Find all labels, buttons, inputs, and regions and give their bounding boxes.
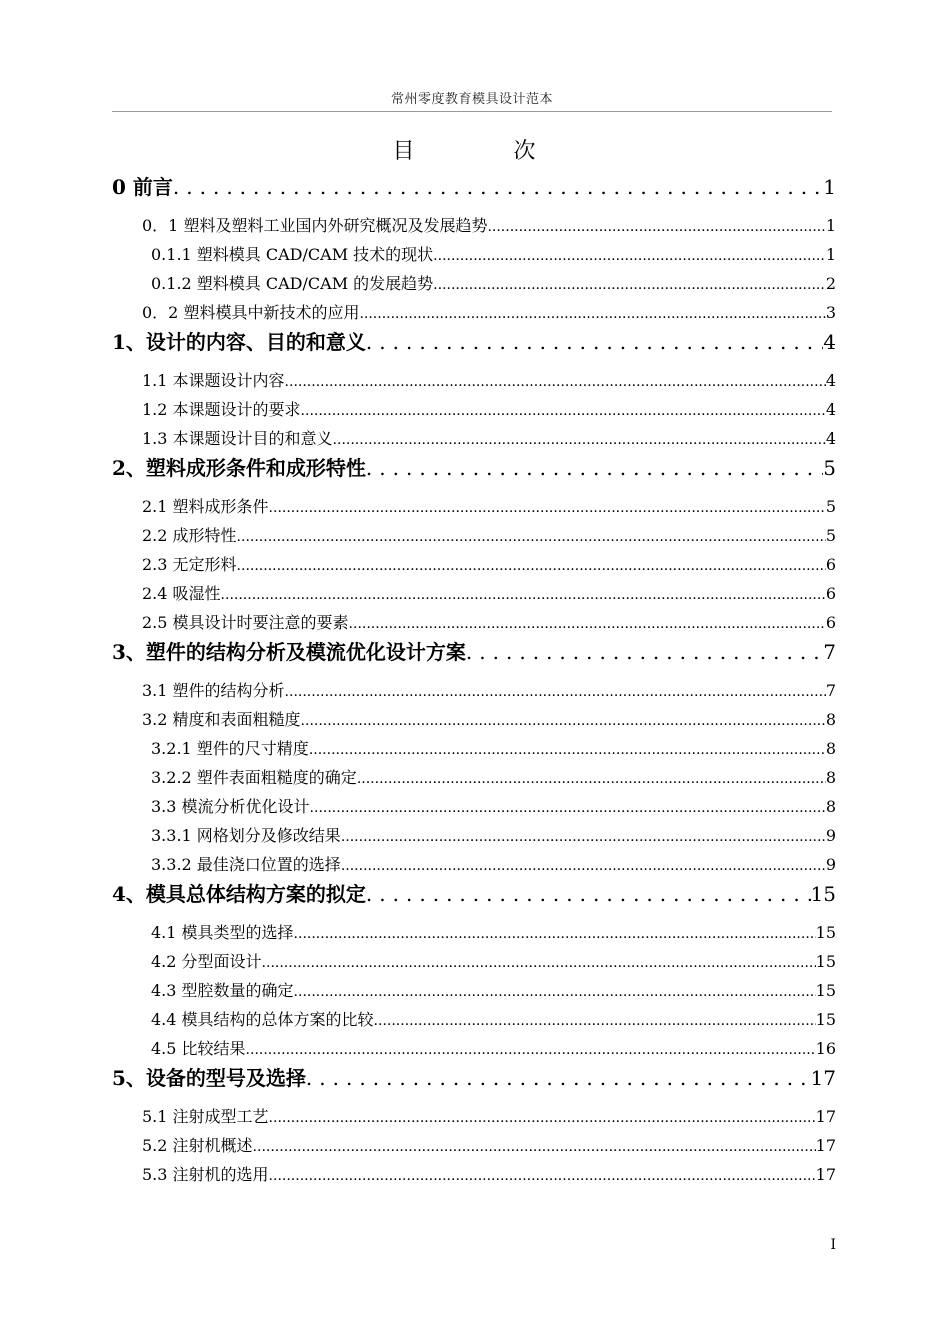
toc-entry-page: 8 bbox=[825, 739, 836, 758]
toc-leader-dots bbox=[285, 368, 826, 397]
toc-entry-label: 2.5 模具设计时要注意的要素 bbox=[142, 613, 349, 632]
toc-section-entry[interactable] bbox=[112, 976, 836, 1005]
toc-entry-label: 5、设备的型号及选择 bbox=[112, 1066, 306, 1090]
toc-entry-label: 1.2 本课题设计的要求 bbox=[142, 400, 301, 419]
toc-entry-page: 9 bbox=[825, 826, 836, 845]
toc-entry-label: 4.4 模具结构的总体方案的比较 bbox=[151, 1010, 374, 1029]
toc-entry-page: 15 bbox=[815, 1010, 836, 1029]
toc-entry-label: 5.2 注射机概述 bbox=[142, 1136, 253, 1155]
toc-entry-page: 4 bbox=[825, 429, 836, 448]
toc-entry-page: 15 bbox=[815, 923, 836, 942]
toc-entry-page: 17 bbox=[815, 1107, 836, 1126]
toc-section-entry[interactable] bbox=[112, 734, 836, 763]
toc-entry-label: 3.2.2 塑件表面粗糙度的确定 bbox=[151, 768, 357, 787]
toc-leader-dots bbox=[253, 1133, 816, 1162]
toc-entry-page: 15 bbox=[815, 952, 836, 971]
toc-entry-page: 8 bbox=[825, 710, 836, 729]
toc-entry-label: 3、塑件的结构分析及模流优化设计方案 bbox=[112, 640, 466, 664]
toc-entry-page: 2 bbox=[825, 274, 836, 293]
toc-leader-dots bbox=[237, 552, 826, 581]
toc-entry-label: 1.1 本课题设计内容 bbox=[142, 371, 285, 390]
toc-entry-label: 1、设计的内容、目的和意义 bbox=[112, 330, 366, 354]
toc-chapter-entry[interactable] bbox=[112, 879, 836, 918]
toc-entry-page: 15 bbox=[815, 981, 836, 1000]
toc-leader-dots bbox=[237, 523, 826, 552]
toc-leader-dots bbox=[433, 271, 826, 300]
toc-entry-page: 17 bbox=[815, 1165, 836, 1184]
toc-section-entry[interactable] bbox=[112, 550, 836, 579]
toc-entry-page: 7 bbox=[825, 681, 836, 700]
toc-section-entry[interactable] bbox=[112, 792, 836, 821]
toc-entry-label: 3.2 精度和表面粗糙度 bbox=[142, 710, 301, 729]
toc-section-entry[interactable] bbox=[112, 579, 836, 608]
toc-section-entry[interactable] bbox=[112, 211, 836, 240]
toc-section-entry[interactable] bbox=[112, 395, 836, 424]
toc-entry-page: 1 bbox=[823, 175, 836, 199]
toc-section-entry[interactable] bbox=[112, 763, 836, 792]
toc-entry-label: 4.5 比较结果 bbox=[151, 1039, 246, 1058]
toc-title: 目 次 bbox=[392, 139, 582, 164]
toc-section-entry[interactable] bbox=[112, 1131, 836, 1160]
toc-leader-dots bbox=[366, 879, 811, 909]
toc-entry-label: 4.3 型腔数量的确定 bbox=[151, 981, 294, 1000]
toc-section-entry[interactable] bbox=[112, 269, 836, 298]
toc-entry-page: 4 bbox=[825, 400, 836, 419]
toc-leader-dots bbox=[269, 1162, 816, 1191]
toc-leader-dots bbox=[349, 610, 826, 639]
toc-chapter-entry[interactable] bbox=[112, 637, 836, 676]
toc-section-entry[interactable] bbox=[112, 1034, 836, 1063]
toc-entry-label: 3.3.2 最佳浇口位置的选择 bbox=[151, 855, 341, 874]
toc-entry-page: 9 bbox=[825, 855, 836, 874]
toc-leader-dots bbox=[301, 397, 826, 426]
toc-entry-label: 3.2.1 塑件的尺寸精度 bbox=[151, 739, 309, 758]
toc-entry-page: 8 bbox=[825, 768, 836, 787]
toc-entry-page: 5 bbox=[823, 456, 836, 480]
toc-entry-label: 2、塑料成形条件和成形特性 bbox=[112, 456, 366, 480]
toc-entry-page: 17 bbox=[815, 1136, 836, 1155]
toc-leader-dots bbox=[294, 920, 816, 949]
table-of-contents bbox=[112, 172, 836, 1189]
toc-chapter-entry[interactable] bbox=[112, 1063, 836, 1102]
toc-leader-dots bbox=[309, 736, 826, 765]
header-rule bbox=[112, 111, 832, 112]
toc-entry-page: 8 bbox=[825, 797, 836, 816]
toc-leader-dots bbox=[306, 1063, 811, 1093]
toc-leader-dots bbox=[366, 327, 823, 357]
toc-entry-page: 1 bbox=[825, 216, 836, 235]
toc-entry-label: 1.3 本课题设计目的和意义 bbox=[142, 429, 333, 448]
toc-entry-label: 0．1 塑料及塑料工业国内外研究概况及发展趋势 bbox=[142, 216, 488, 235]
toc-section-entry[interactable] bbox=[112, 947, 836, 976]
toc-chapter-entry[interactable] bbox=[112, 327, 836, 366]
toc-leader-dots bbox=[301, 707, 826, 736]
toc-entry-page: 15 bbox=[810, 882, 836, 906]
toc-section-entry[interactable] bbox=[112, 521, 836, 550]
toc-entry-label: 2.1 塑料成形条件 bbox=[142, 497, 269, 516]
toc-entry-label: 2.4 吸湿性 bbox=[142, 584, 221, 603]
toc-leader-dots bbox=[357, 765, 826, 794]
toc-section-entry[interactable] bbox=[112, 1160, 836, 1189]
toc-section-entry[interactable] bbox=[112, 424, 836, 453]
toc-section-entry[interactable] bbox=[112, 705, 836, 734]
toc-entry-label: 4、模具总体结构方案的拟定 bbox=[112, 882, 366, 906]
page-number: I bbox=[830, 1237, 836, 1253]
toc-section-entry[interactable] bbox=[112, 821, 836, 850]
toc-chapter-entry[interactable] bbox=[112, 172, 836, 211]
toc-section-entry[interactable] bbox=[112, 240, 836, 269]
toc-entry-page: 6 bbox=[825, 555, 836, 574]
toc-section-entry[interactable] bbox=[112, 492, 836, 521]
toc-leader-dots bbox=[466, 637, 823, 667]
toc-entry-label: 4.2 分型面设计 bbox=[151, 952, 262, 971]
toc-leader-dots bbox=[294, 978, 816, 1007]
toc-entry-page: 3 bbox=[825, 303, 836, 322]
page-header: 常州零度教育模具设计范本 bbox=[390, 92, 553, 107]
toc-entry-label: 4.1 模具类型的选择 bbox=[151, 923, 294, 942]
toc-leader-dots bbox=[433, 242, 826, 271]
toc-leader-dots bbox=[374, 1007, 816, 1036]
toc-entry-label: 5.3 注射机的选用 bbox=[142, 1165, 269, 1184]
toc-leader-dots bbox=[310, 794, 826, 823]
toc-section-entry[interactable] bbox=[112, 676, 836, 705]
toc-entry-page: 16 bbox=[815, 1039, 836, 1058]
toc-entry-label: 5.1 注射成型工艺 bbox=[142, 1107, 269, 1126]
toc-entry-label: 0 前言 bbox=[112, 175, 173, 199]
toc-leader-dots bbox=[487, 213, 825, 242]
toc-leader-dots bbox=[173, 172, 823, 202]
toc-entry-page: 4 bbox=[825, 371, 836, 390]
toc-leader-dots bbox=[269, 1104, 816, 1133]
toc-entry-label: 2.2 成形特性 bbox=[142, 526, 237, 545]
toc-leader-dots bbox=[359, 300, 825, 329]
toc-section-entry[interactable] bbox=[112, 1102, 836, 1131]
toc-entry-page: 4 bbox=[823, 330, 836, 354]
toc-leader-dots bbox=[341, 852, 826, 881]
toc-entry-page: 6 bbox=[825, 613, 836, 632]
toc-leader-dots bbox=[333, 426, 826, 455]
toc-entry-label: 3.3.1 网格划分及修改结果 bbox=[151, 826, 341, 845]
toc-entry-page: 5 bbox=[825, 497, 836, 516]
toc-entry-label: 3.3 模流分析优化设计 bbox=[151, 797, 310, 816]
toc-entry-page: 5 bbox=[825, 526, 836, 545]
toc-chapter-entry[interactable] bbox=[112, 453, 836, 492]
toc-section-entry[interactable] bbox=[112, 1005, 836, 1034]
toc-entry-label: 0.1.2 塑料模具 CAD/CAM 的发展趋势 bbox=[151, 274, 434, 293]
toc-entry-page: 6 bbox=[825, 584, 836, 603]
toc-leader-dots bbox=[269, 494, 826, 523]
toc-entry-page: 17 bbox=[810, 1066, 836, 1090]
toc-section-entry[interactable] bbox=[112, 918, 836, 947]
toc-section-entry[interactable] bbox=[112, 850, 836, 879]
toc-entry-label: 0．2 塑料模具中新技术的应用 bbox=[142, 303, 360, 322]
toc-leader-dots bbox=[366, 453, 823, 483]
toc-entry-label: 3.1 塑件的结构分析 bbox=[142, 681, 285, 700]
toc-leader-dots bbox=[221, 581, 826, 610]
toc-entry-page: 1 bbox=[825, 245, 836, 264]
toc-entry-label: 0.1.1 塑料模具 CAD/CAM 技术的现状 bbox=[151, 245, 434, 264]
toc-entry-label: 2.3 无定形料 bbox=[142, 555, 237, 574]
toc-section-entry[interactable] bbox=[112, 298, 836, 327]
toc-section-entry[interactable] bbox=[112, 608, 836, 637]
toc-leader-dots bbox=[285, 678, 826, 707]
toc-entry-page: 7 bbox=[823, 640, 836, 664]
toc-leader-dots bbox=[262, 949, 816, 978]
toc-leader-dots bbox=[246, 1036, 816, 1065]
toc-leader-dots bbox=[341, 823, 826, 852]
toc-section-entry[interactable] bbox=[112, 366, 836, 395]
